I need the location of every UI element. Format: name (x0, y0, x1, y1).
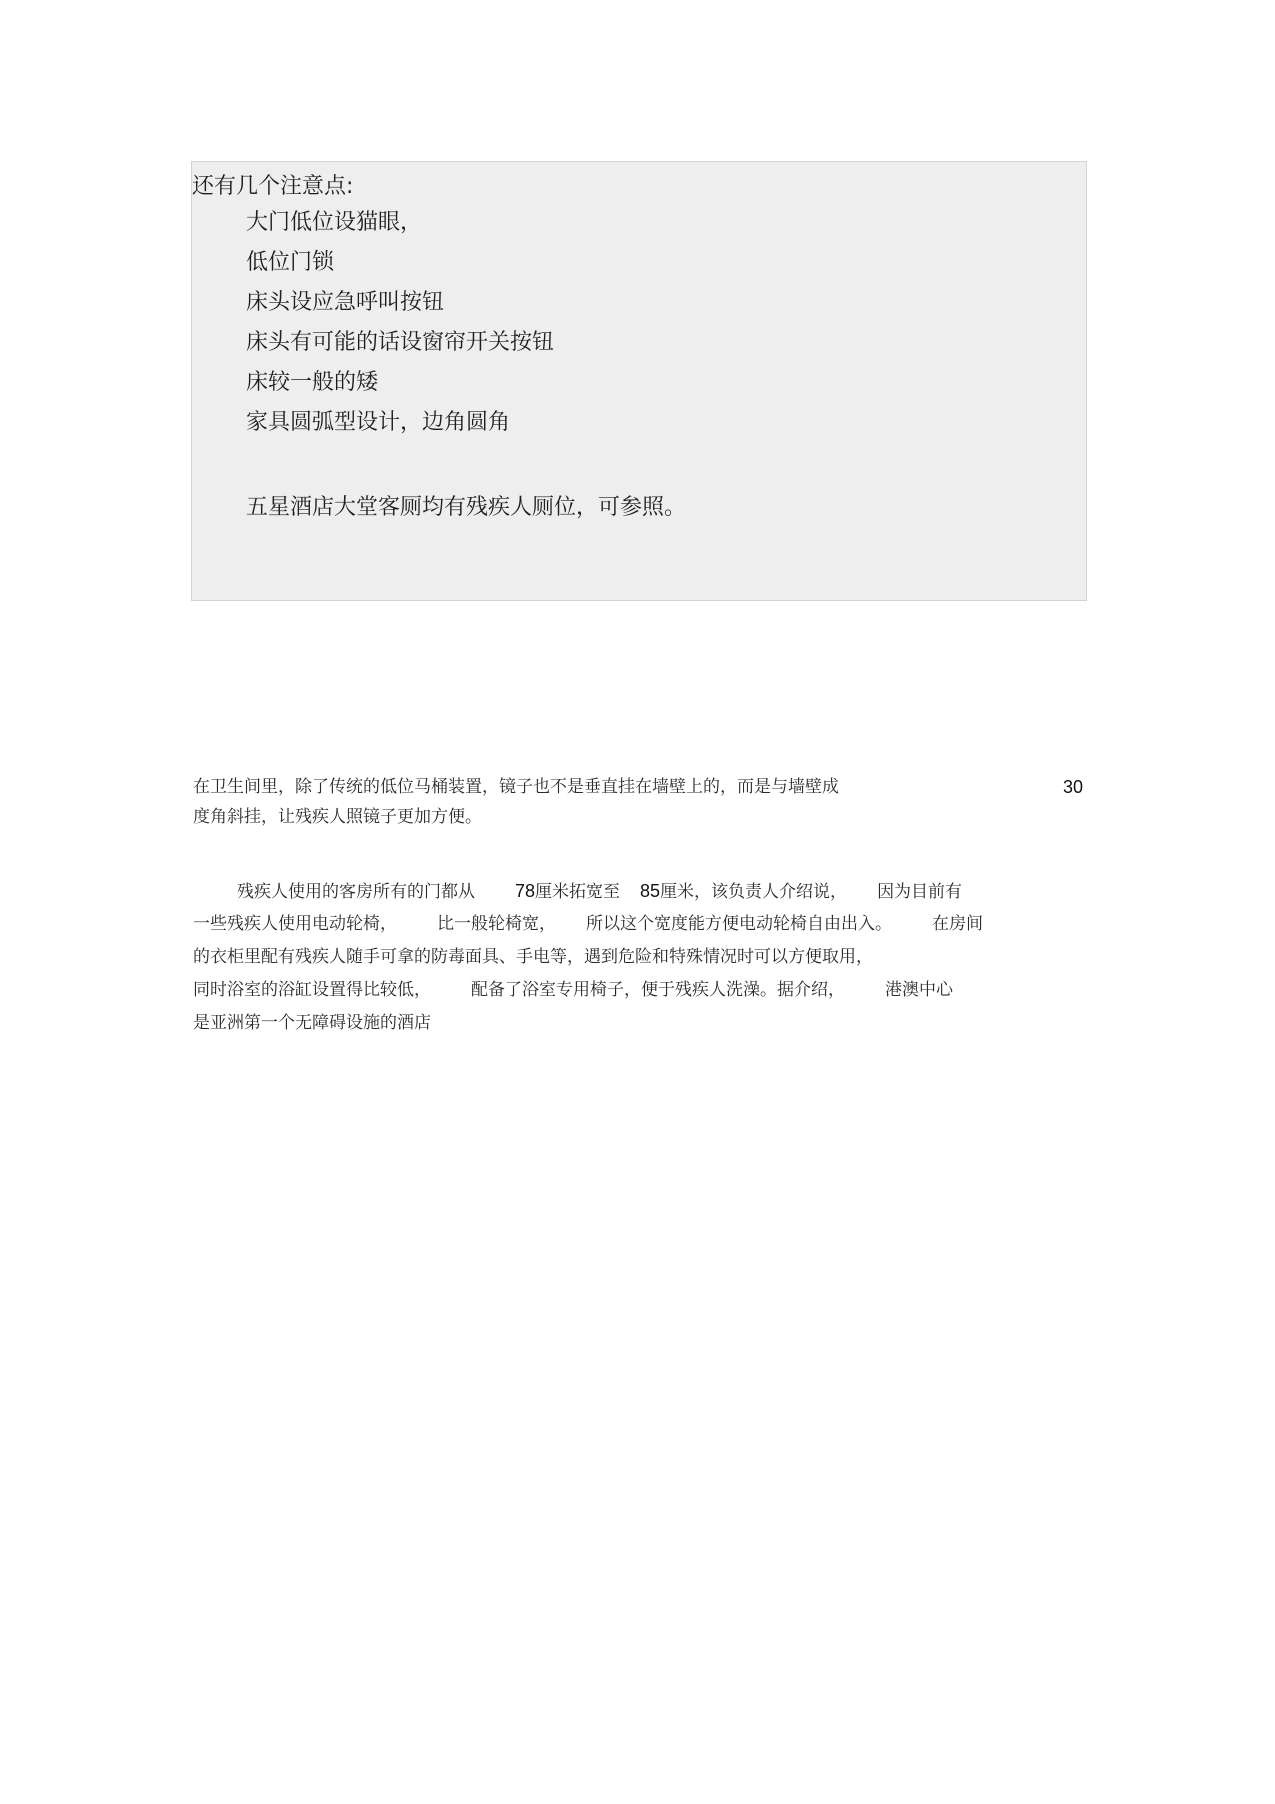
door-width-old: 78 (515, 881, 536, 901)
paragraph-line (193, 773, 839, 801)
paragraph-line (193, 943, 873, 971)
paragraph-line (193, 910, 983, 938)
paragraph-text: 一些残疾人使用电动轮椅， (193, 914, 397, 934)
paragraph-text: 在卫生间里，除了传统的低位马桶装置，镜子也不是垂直挂在墙壁上的，而是与墙壁成 (193, 777, 839, 797)
paragraph-line (193, 1009, 431, 1037)
note-box (191, 161, 1087, 601)
paragraph-line (193, 803, 482, 831)
paragraph-text: 是亚洲第一个无障碍设施的酒店 (193, 1013, 431, 1033)
note-item: 床头有可能的话设窗帘开关按钮 (246, 330, 555, 355)
note-item: 床头设应急呼叫按钮 (246, 290, 445, 315)
angle-value: 30 (1063, 777, 1084, 797)
paragraph-text: 残疾人使用的客房所有的门都从 (237, 882, 475, 902)
paragraph-line (193, 976, 953, 1004)
paragraph-text: 因为目前有 (877, 882, 963, 902)
paragraph-text: 所以这个宽度能方便电动轮椅自由出入。 (586, 914, 892, 934)
paragraph-text: 厘米拓宽至 (535, 882, 621, 902)
paragraph-text: 配备了浴室专用椅子，便于残疾人洗澡。据介绍， (471, 980, 845, 1000)
note-item: 低位门锁 (246, 250, 335, 275)
note-item: 床较一般的矮 (246, 370, 379, 395)
note-item: 家具圆弧型设计，边角圆角 (246, 410, 511, 435)
paragraph-text: 在房间 (932, 914, 983, 934)
door-width-new: 85 (640, 881, 661, 901)
note-footer: 五星酒店大堂客厕均有残疾人厕位，可参照。 (246, 495, 687, 520)
note-item: 大门低位设猫眼， (246, 210, 423, 235)
paragraph-text: 同时浴室的浴缸设置得比较低， (193, 980, 431, 1000)
paragraph-text: 的衣柜里配有残疾人随手可拿的防毒面具、手电等，遇到危险和特殊情况时可以方便取用， (193, 947, 873, 967)
paragraph-text: 比一般轮椅宽， (437, 914, 556, 934)
paragraph-text: 港澳中心 (885, 980, 953, 1000)
note-title: 还有几个注意点: (192, 174, 354, 199)
paragraph-line (193, 877, 962, 905)
paragraph-text: 厘米，该负责人介绍说， (660, 882, 848, 902)
note-list (246, 208, 554, 448)
paragraph-text: 度角斜挂，让残疾人照镜子更加方便。 (193, 807, 482, 827)
